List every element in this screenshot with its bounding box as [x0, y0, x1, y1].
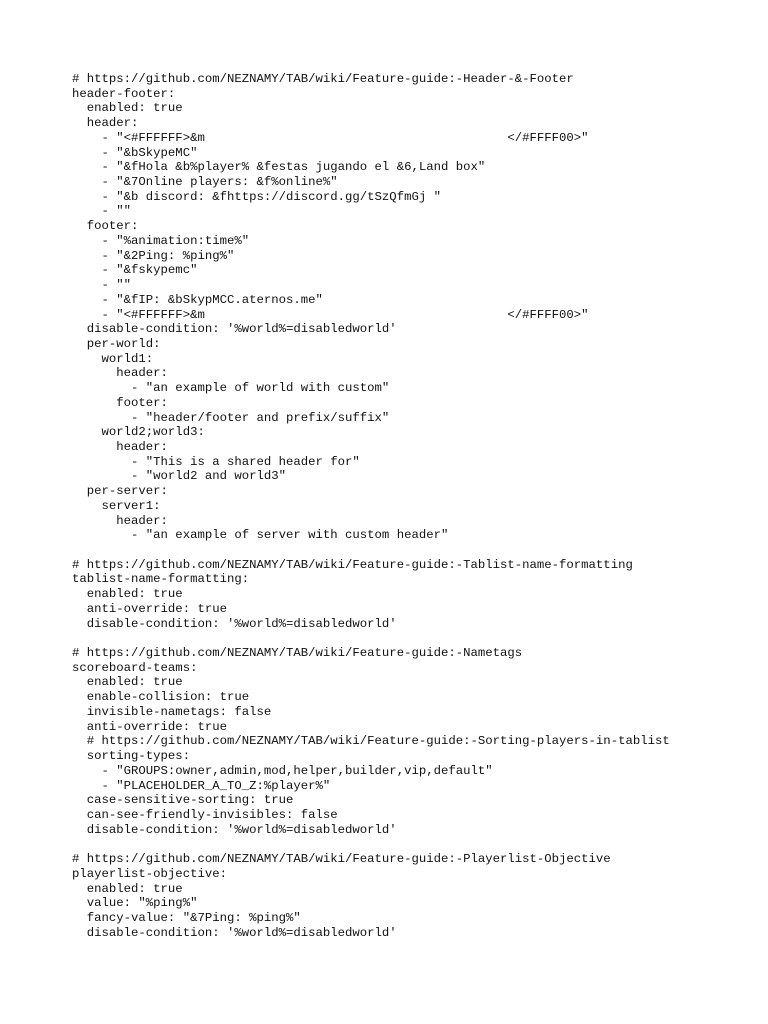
config-line: - "world2 and world3" — [72, 469, 287, 484]
config-line: footer: — [72, 219, 139, 234]
config-line: - "&bSkypeMC" — [72, 145, 198, 160]
config-line: - "header/footer and prefix/suffix" — [72, 410, 390, 425]
config-line: # https://github.com/NEZNAMY/TAB/wiki/Feature-guide:-Sorting-players-in-tablist — [72, 734, 670, 749]
config-line: # https://github.com/NEZNAMY/TAB/wiki/Feature-guide:-Tablist-name-formatting — [72, 557, 633, 572]
config-line: - "PLACEHOLDER_A_TO_Z:%player%" — [72, 778, 331, 793]
config-line: tablist-name-formatting: — [72, 572, 250, 587]
config-line: - "%animation:time%" — [72, 233, 250, 248]
config-line: - "This is a shared header for" — [72, 454, 360, 469]
config-line: # https://github.com/NEZNAMY/TAB/wiki/Feature-guide:-Header-&-Footer — [72, 72, 574, 86]
config-line: server1: — [72, 498, 161, 513]
config-line: world2;world3: — [72, 425, 205, 440]
config-line: - "an example of world with custom" — [72, 381, 390, 396]
section-scoreboard-teams — [72, 646, 752, 837]
config-line: enabled: true — [72, 587, 183, 602]
config-line: invisible-nametags: false — [72, 704, 272, 719]
config-line: - "&2Ping: %ping%" — [72, 248, 235, 263]
config-line: - "&fskypemc" — [72, 263, 198, 278]
config-line: - "GROUPS:owner,admin,mod,helper,builder,vip,default" — [72, 763, 493, 778]
config-line: header-footer: — [72, 86, 176, 101]
blank-line — [72, 631, 752, 646]
config-line: disable-condition: '%world%=disabledworld' — [72, 616, 397, 631]
config-line: disable-condition: '%world%=disabledworld' — [72, 925, 397, 940]
config-line: enabled: true — [72, 881, 183, 896]
config-line: enabled: true — [72, 675, 183, 690]
config-line: footer: — [72, 395, 168, 410]
config-line: - "&b discord: &fhttps://discord.gg/tSzQfmGj " — [72, 189, 441, 204]
config-line: per-server: — [72, 484, 168, 499]
config-line: disable-condition: '%world%=disabledworld' — [72, 822, 397, 837]
config-line: enabled: true — [72, 101, 183, 116]
config-line: header: — [72, 366, 168, 381]
config-line: header: — [72, 439, 168, 454]
config-line: - "" — [72, 204, 132, 219]
config-document — [72, 72, 752, 940]
config-line: case-sensitive-sorting: true — [72, 793, 294, 808]
section-tablist-name-formatting — [72, 558, 752, 632]
config-line: disable-condition: '%world%=disabledworld' — [72, 322, 397, 337]
config-line: per-world: — [72, 336, 161, 351]
config-line: sorting-types: — [72, 749, 191, 764]
config-line: - "" — [72, 278, 132, 293]
config-line: header: — [72, 116, 139, 131]
config-line: fancy-value: "&7Ping: %ping%" — [72, 910, 301, 925]
config-line: - "<#FFFFFF>&m </#FFFF00>" — [72, 307, 589, 322]
config-line: - "&7Online players: &f%online%" — [72, 175, 338, 190]
config-line: can-see-friendly-invisibles: false — [72, 807, 338, 822]
config-line: - "&fIP: &bSkypMCC.aternos.me" — [72, 292, 323, 307]
config-line: - "&fHola &b%player% &festas jugando el &6,Land box" — [72, 160, 486, 175]
config-line: header: — [72, 513, 168, 528]
blank-line — [72, 837, 752, 852]
config-line: enable-collision: true — [72, 690, 250, 705]
blank-line — [72, 543, 752, 558]
config-line: world1: — [72, 351, 154, 366]
config-line: # https://github.com/NEZNAMY/TAB/wiki/Feature-guide:-Nametags — [72, 646, 523, 661]
config-line: anti-override: true — [72, 719, 227, 734]
config-line: - "an example of server with custom header" — [72, 528, 449, 543]
config-line: - "<#FFFFFF>&m </#FFFF00>" — [72, 130, 589, 145]
section-header-footer — [72, 72, 752, 543]
config-line: scoreboard-teams: — [72, 660, 198, 675]
config-line: value: "%ping%" — [72, 896, 198, 911]
section-playerlist-objective — [72, 852, 752, 940]
config-line: anti-override: true — [72, 601, 227, 616]
config-line: playerlist-objective: — [72, 866, 227, 881]
config-line: # https://github.com/NEZNAMY/TAB/wiki/Feature-guide:-Playerlist-Objective — [72, 852, 611, 867]
